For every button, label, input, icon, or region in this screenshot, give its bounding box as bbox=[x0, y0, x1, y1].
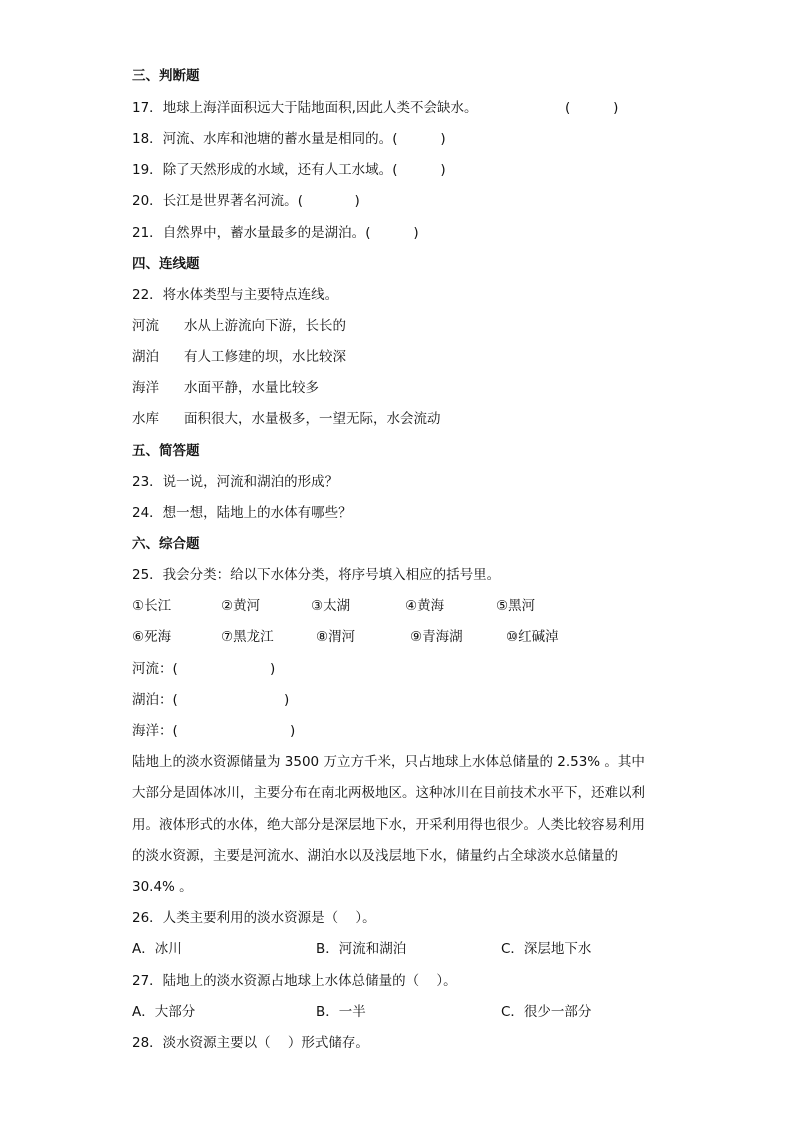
option-27-a[interactable]: A．大部分 bbox=[132, 1004, 196, 1020]
reading-passage-line: 用。液体形式的水体，绝大部分是深层地下水，开采利用得也很少。人类比较容易利用 bbox=[132, 817, 645, 833]
question-23: 23．说一说，河流和湖泊的形成？ bbox=[132, 474, 339, 490]
water-body-option: ⑤黑河 bbox=[496, 598, 536, 614]
water-body-option: ⑧渭河 bbox=[316, 629, 356, 645]
match-type-river[interactable]: 河流 bbox=[132, 318, 159, 334]
option-26-b[interactable]: B．河流和湖泊 bbox=[316, 941, 407, 957]
reading-passage-line: 陆地上的淡水资源储量为 3500 万立方千米，只占地球上水体总储量的 2.53% 。其中 bbox=[132, 754, 645, 770]
water-body-option: ④黄海 bbox=[405, 598, 445, 614]
question-27: 27．陆地上的淡水资源占地球上水体总储量的（ ）。 bbox=[132, 973, 457, 989]
question-number: 17． bbox=[132, 100, 163, 116]
answer-paren-21[interactable]: ( ) bbox=[365, 225, 419, 241]
match-type-reservoir[interactable]: 水库 bbox=[132, 411, 159, 427]
match-feature-4[interactable]: 面积很大，水量极多，一望无际，水会流动 bbox=[184, 411, 441, 427]
reading-passage-line: 大部分是固体冰川，主要分布在南北两极地区。这种冰川在目前技术水平下，还难以利 bbox=[132, 785, 645, 801]
match-feature-2[interactable]: 有人工修建的坝，水比较深 bbox=[184, 349, 346, 365]
question-number: 18． bbox=[132, 131, 163, 147]
question-number: 20． bbox=[132, 193, 163, 209]
reading-passage-line: 30.4% 。 bbox=[132, 879, 193, 895]
question-number: 21． bbox=[132, 225, 163, 241]
blank-lakes-close[interactable]: ) bbox=[284, 692, 290, 708]
reading-passage-line: 的淡水资源，主要是河流水、湖泊水以及浅层地下水，储量约占全球淡水总储量的 bbox=[132, 848, 618, 864]
question-17 bbox=[132, 98, 477, 118]
question-text: 地球上海洋面积远大于陆地面积,因此人类不会缺水。 bbox=[162, 100, 478, 116]
water-body-option: ①长江 bbox=[132, 598, 172, 614]
question-text: 自然界中，蓄水量最多的是湖泊。 bbox=[162, 225, 366, 241]
answer-paren-20[interactable]: ( ) bbox=[297, 193, 360, 209]
question-24: 24．想一想，陆地上的水体有哪些？ bbox=[132, 505, 352, 521]
blank-oceans-close[interactable]: ) bbox=[290, 723, 296, 739]
question-25: 25．我会分类：给以下水体分类，将序号填入相应的括号里。 bbox=[132, 567, 501, 583]
question-21 bbox=[132, 223, 419, 243]
blank-rivers-close[interactable]: ) bbox=[270, 661, 276, 677]
question-text: 河流、水库和池塘的蓄水量是相同的。 bbox=[162, 131, 393, 147]
match-feature-1[interactable]: 水从上游流向下游，长长的 bbox=[184, 318, 346, 334]
water-body-option: ⑩红碱淖 bbox=[506, 629, 559, 645]
question-18 bbox=[132, 129, 446, 149]
question-20 bbox=[132, 191, 360, 211]
question-28: 28．淡水资源主要以（ ）形式储存。 bbox=[132, 1035, 369, 1051]
blank-lakes-label: 湖泊：( bbox=[132, 692, 178, 708]
water-body-option: ③太湖 bbox=[311, 598, 351, 614]
option-26-c[interactable]: C．深层地下水 bbox=[501, 941, 592, 957]
section-heading-matching: 四、连线题 bbox=[132, 256, 200, 272]
question-19 bbox=[132, 160, 446, 180]
water-body-option: ⑨青海湖 bbox=[410, 629, 463, 645]
blank-rivers-label: 河流：( bbox=[132, 661, 178, 677]
section-heading-short-answer: 五、简答题 bbox=[132, 443, 200, 459]
question-text: 长江是世界著名河流。 bbox=[162, 193, 298, 209]
option-27-c[interactable]: C．很少一部分 bbox=[501, 1004, 592, 1020]
water-body-option: ⑦黑龙江 bbox=[221, 629, 274, 645]
option-27-b[interactable]: B．一半 bbox=[316, 1004, 366, 1020]
question-26: 26．人类主要利用的淡水资源是（ ）。 bbox=[132, 910, 376, 926]
question-number: 19． bbox=[132, 162, 163, 178]
match-feature-3[interactable]: 水面平静，水量比较多 bbox=[184, 380, 319, 396]
question-22: 22．将水体类型与主要特点连线。 bbox=[132, 287, 339, 303]
option-26-a[interactable]: A．冰川 bbox=[132, 941, 182, 957]
answer-paren-17[interactable]: ( ) bbox=[565, 100, 619, 116]
answer-paren-18[interactable]: ( ) bbox=[392, 131, 446, 147]
water-body-option: ⑥死海 bbox=[132, 629, 172, 645]
water-body-option: ②黄河 bbox=[221, 598, 261, 614]
match-type-lake[interactable]: 湖泊 bbox=[132, 349, 159, 365]
section-heading-comprehensive: 六、综合题 bbox=[132, 536, 200, 552]
blank-oceans-label: 海洋：( bbox=[132, 723, 178, 739]
question-text: 除了天然形成的水域，还有人工水域。 bbox=[162, 162, 393, 178]
section-heading-judgement: 三、判断题 bbox=[132, 68, 200, 84]
match-type-ocean[interactable]: 海洋 bbox=[132, 380, 159, 396]
answer-paren-19[interactable]: ( ) bbox=[392, 162, 446, 178]
